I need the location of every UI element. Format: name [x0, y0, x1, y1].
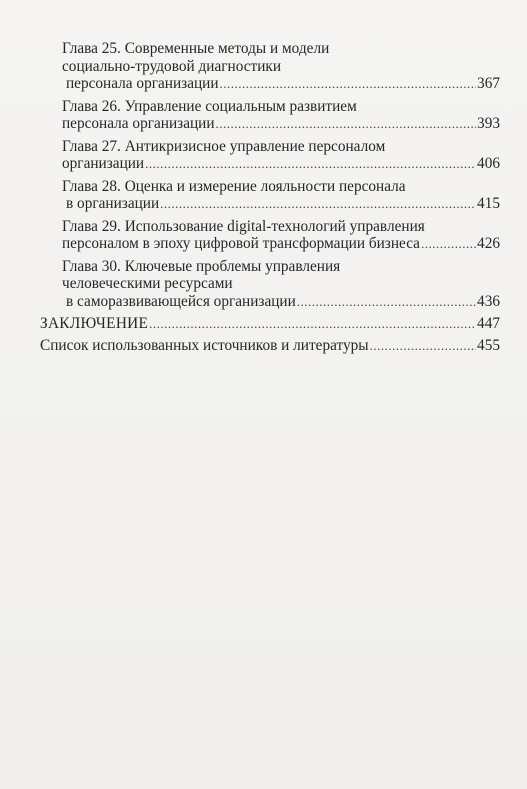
toc-entry-title-line: организации [62, 155, 145, 172]
toc-entry-title-line: Глава 29. Использование digital-технологий управления [62, 217, 425, 235]
toc-page-number: 393 [477, 115, 500, 132]
dot-leader [297, 293, 476, 311]
toc-entry-leader-row [62, 235, 500, 253]
dot-leader [370, 337, 476, 355]
dot-leader [421, 235, 476, 253]
table-of-contents [40, 40, 500, 359]
toc-entry-chapter-30 [62, 258, 500, 311]
toc-entry-title-line: Глава 26. Управление социальным развитием [62, 97, 357, 115]
dot-leader [149, 315, 476, 333]
toc-entry-title-line: Глава 28. Оценка и измерение лояльности персонала [62, 177, 406, 195]
toc-entry-leader-row [62, 195, 500, 213]
toc-entry-conclusion [40, 315, 500, 333]
toc-entry-chapter-26 [62, 98, 500, 133]
toc-entry-title-line: социально-трудовой диагностики [62, 57, 282, 75]
toc-entry-leader-row [40, 336, 500, 355]
toc-page-number: 415 [477, 195, 500, 212]
toc-entry-leader-row [62, 155, 500, 173]
toc-page-number: 426 [477, 235, 500, 252]
toc-page-number: 367 [477, 75, 500, 92]
toc-entry-chapter-29 [62, 218, 500, 253]
toc-page-number: 447 [477, 315, 500, 332]
toc-entry-leader-row [40, 315, 500, 333]
toc-entry-chapter-28 [62, 178, 500, 213]
toc-page-number: 436 [477, 292, 500, 310]
toc-entry-leader-row [62, 115, 500, 133]
toc-entry-title-line: персонала организации [66, 75, 219, 92]
toc-entry-title-line: Глава 25. Современные методы и модели [62, 40, 330, 57]
toc-entry-title-line: Глава 27. Антикризисное управление персоналом [62, 137, 386, 155]
toc-entry-title-line: Список использованных источников и литературы [40, 336, 369, 354]
dot-leader [160, 195, 476, 213]
toc-entry-title-line: Глава 30. Ключевые проблемы управления [62, 257, 341, 275]
toc-entry-title-line: в организации [66, 195, 160, 212]
toc-entry-chapter-25 [62, 40, 500, 93]
toc-entry-title-line: человеческими ресурсами [62, 275, 233, 292]
toc-entry-sources [40, 336, 500, 355]
dot-leader [145, 155, 476, 173]
toc-page-number: 455 [477, 336, 500, 354]
toc-entry-title-line: персоналом в эпоху цифровой трансформации бизнеса [62, 235, 420, 252]
toc-entry-chapter-27 [62, 138, 500, 173]
dot-leader [220, 75, 477, 93]
toc-page-number: 406 [477, 155, 500, 172]
toc-entry-leader-row [62, 293, 500, 311]
dot-leader [216, 115, 477, 133]
toc-entry-title-line: в саморазвивающейся организации [66, 292, 296, 310]
toc-entry-leader-row [62, 75, 500, 93]
toc-entry-title-line: персонала организации [62, 115, 215, 132]
toc-entry-title-line: ЗАКЛЮЧЕНИЕ [40, 315, 149, 332]
